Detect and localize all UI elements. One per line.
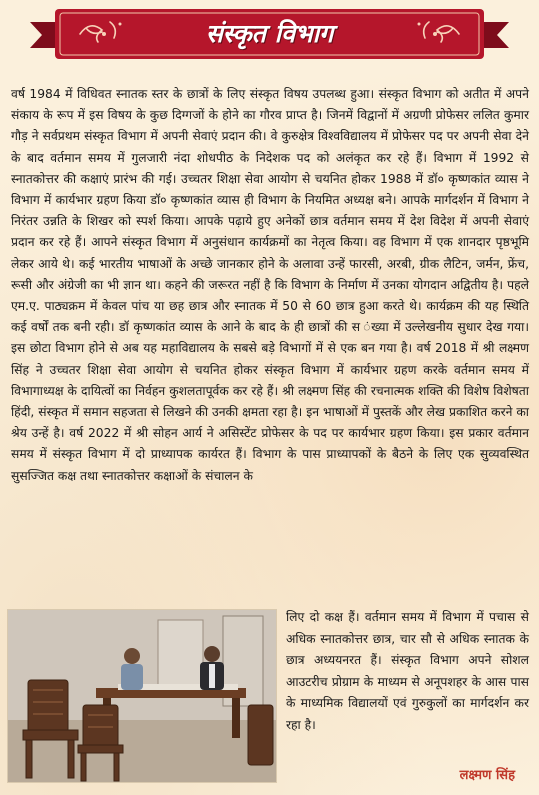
department-room-image — [8, 610, 276, 782]
department-photo — [7, 609, 277, 783]
article-body — [11, 84, 529, 487]
article-paragraph: वर्ष 1984 में विधिवत स्नातक स्तर के छात्रों के लिए संस्कृत विषय उपलब्ध हुआ। संस्कृत विभाग को अतीत में अपने संकाय के रूप में इस विषय के कुछ दिग्गजों के होने का गौरव प्राप्त है। जिनमें विद्वानों में अग्रणी प्रोफेसर ललित कुमार गौड़ ने सर्वप्रथम संस्कृत विभाग में अपनी सेवाएं प्रदान की। वे कुरुक्षेत्र विश्वविद्यालय में प्रोफेसर पद पर अपनी सेवा देने के बाद वर्तमान समय में गुलजारी नंदा शोधपीठ के निदेशक पद को अलंकृत कर रहे हैं। विभाग में 1992 से स्नातकोत्तर की कक्षाएं प्रारंभ की गई। उच्चतर शिक्षा सेवा आयोग से चयनित होकर 1988 में डॉ० कृष्णकांत व्यास ने विभाग में कार्यभार ग्रहण किया डॉ० कृष्णकांत व्यास ही विभाग के नियमित अध्यक्ष बने। आपके मार्गदर्शन में विभाग ने निरंतर उन्नति के शिखर को स्पर्श किया। आपके पढ़ाये हुए अनेकों छात्र वर्तमान समय में देश विदेश में अपनी सेवाएं प्रदान कर रहे हैं। आपने संस्कृत विभाग में अनुसंधान कार्यक्रमों का नेतृत्व किया। वह विभाग में एक शानदार पृष्ठभूमि लेकर आये थे। कई भारतीय भाषाओं के अच्छे जानकार होने के अलावा उन्हें फारसी, अरबी, ग्रीक लैटिन, जर्मन, फ्रेंच, रूसी और अंग्रेजी का भी ज्ञान था। कहने की जरूरत नहीं है कि विभाग के निर्माण में उनका योगदान अद्वितीय है। पहले एम.ए. पाठ्यक्रम में केवल पांच या छह छात्र और स्नातक में 50 से 60 छात्र हुआ करते थे। कार्यक्रम की यह स्थिति कई वर्षों तक बनी रही। डॉ कृष्णकांत व्यास के आने के बाद के ही छात्रों की स ंख्या में उल्लेखनीय सुधार देख गया। इस छोटा विभाग होने से अब यह महाविद्यालय के सबसे बड़े विभागों में से एक बन गया है। वर्ष 2018 में श्री लक्ष्मण सिंह ने उच्चतर शिक्षा सेवा आयोग से चयनित होकर संस्कृत विभाग में कार्यभार ग्रहण करके वर्तमान समय में विभागाध्यक्ष के दायित्वों का निर्वहन कुशलतापूर्वक कर रहे हैं। श्री लक्ष्मण सिंह की रचनात्मक शक्ति की विशेष विशेषता हिंदी, संस्कृत में समान सहजता से लिखने की उनकी क्षमता रहा है। इन भाषाओं में पुस्तकें और लेख प्रकाशित करने का श्रेय उन्हें है। वर्ष 2022 में श्री सोहन आर्य ने असिस्टेंट प्रोफेसर के पद पर कार्यभार ग्रहण किया। इस प्रकार वर्तमान समय में संस्कृत विभाग में दो प्राध्यापक कार्यरत हैं। विभाग के पास प्राध्यापकों के बैठने के लिए एक सुव्यवस्थित सुसज्जित कक्ष तथा स्नातकोत्तर कक्षाओं के संचालन के — [11, 87, 529, 483]
article-tail-paragraph: लिए दो कक्ष हैं। वर्तमान समय में विभाग में पचास से अधिक स्नातकोत्तर छात्र, चार सौ से अधिक स्नातक के छात्र अध्ययनरत हैं। संस्कृत विभाग अपने सोशल आउटरीच प्रोग्राम के माध्यम से अनूपशहर के आस पास के माध्यमिक विद्यालयों एवं गुरुकुलों का मार्गदर्शन कर रहा है। — [286, 610, 529, 732]
article-tail — [286, 607, 529, 737]
title-banner — [0, 0, 539, 68]
author-signature: लक्ष्मण सिंह — [459, 768, 515, 783]
page-title: संस्कृत विभाग — [205, 19, 334, 48]
